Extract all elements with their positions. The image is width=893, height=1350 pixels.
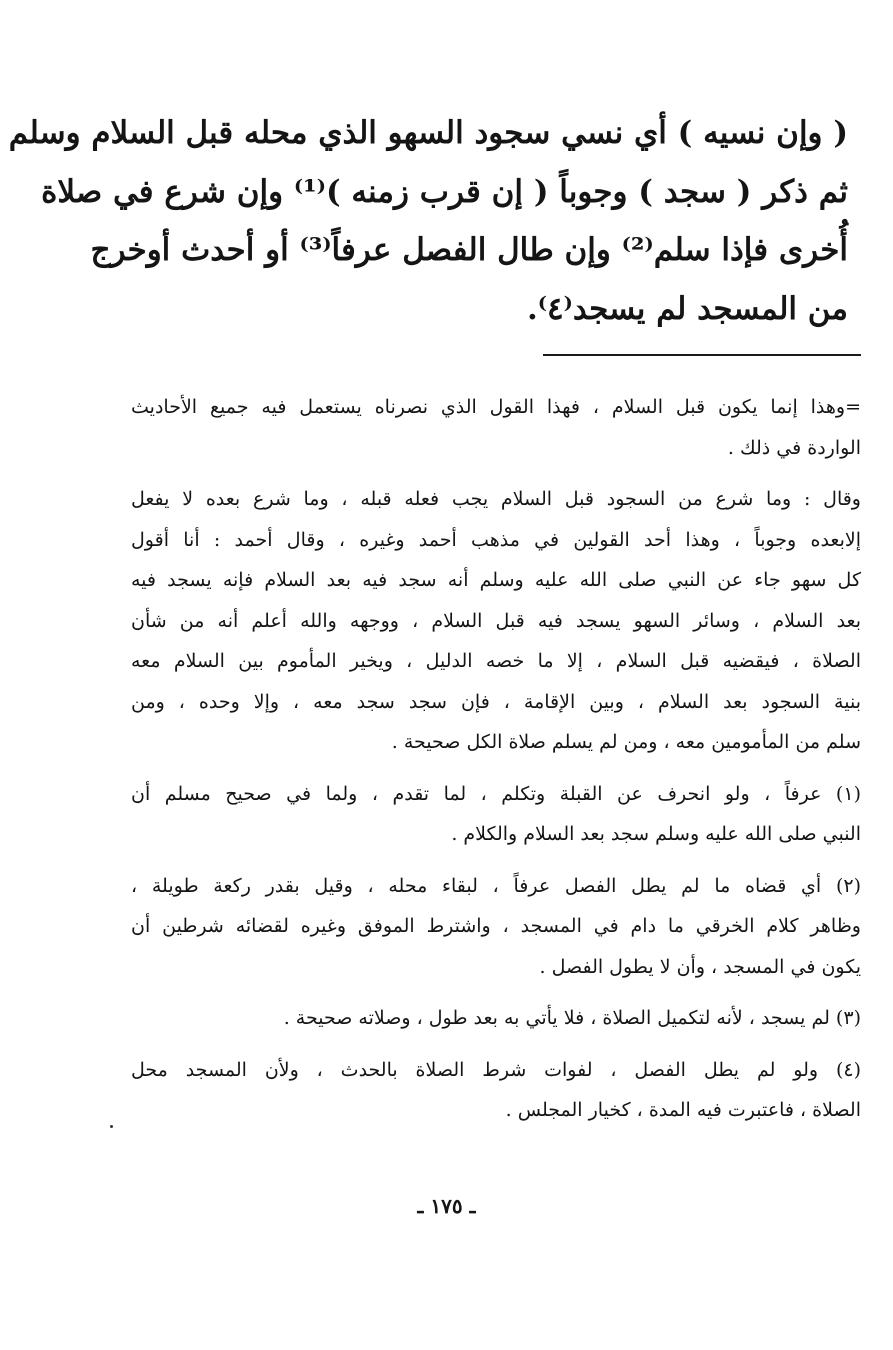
footnote-line: (٣) لم يسجد ، لأنه لتكميل الصلاة ، فلا يأتي به بعد طول ، وصلاته صحيحة .	[283, 1007, 861, 1029]
main-text-line: ( وإن نسيه ) أي نسي سجود السهو الذي محله قبل السلام وسلم	[8, 115, 848, 151]
footnote-line: =وهذا إنما يكون قبل السلام ، فهذا القول الذي نصرناه يستعمل فيه جميع الأحاديث	[131, 396, 861, 418]
footnote-line: (١) عرفاً ، ولو انحرف عن القبلة وتكلم ، لما تقدم ، ولما في صحيح مسلم أن	[131, 782, 861, 805]
footnote-4	[131, 1050, 861, 1131]
footnote-1	[131, 774, 861, 855]
footnote-line: سلم من المأمومين معه ، ومن لم يسلم صلاة الكل صحيحة .	[391, 731, 861, 753]
footnote-continuation-quote	[131, 479, 861, 763]
main-text-line: أُخرى فإذا سلم⁽²⁾ وإن طال الفصل عرفاً⁽³⁾ أو أحدث أوخرج	[90, 232, 848, 268]
footnote-line: إلابعده وجوباً ، وهذا أحد القولين في مذهب أحمد وغيره ، وقال أحمد : أنا أقول	[131, 528, 861, 551]
footnote-line: وظاهر كلام الخرقي ما دام في المسجد ، واشترط الموفق وغيره لقضائه شرطين أن	[131, 915, 861, 937]
main-text-line: من المسجد لم يسجد⁽٤⁾.	[526, 290, 848, 327]
main-text-line: ثم ذكر ( سجد ) وجوباً ( إن قرب زمنه )⁽¹⁾ وإن شرع في صلاة	[41, 173, 848, 210]
footnote-line: (٢) أي قضاه ما لم يطل الفصل عرفاً ، لبقاء محله ، وقيل بقدر ركعة طويلة ،	[131, 874, 861, 897]
footnote-line: يكون في المسجد ، وأن لا يطول الفصل .	[539, 955, 861, 978]
footnote-line: بنية السجود بعد السلام ، وبين الإقامة ، فإن سجد سجد معه ، وإلا وحده ، ومن	[131, 690, 861, 713]
footnote-line: كل سهو جاء عن النبي صلى الله عليه وسلم أنه سجد فيه بعد السلام فإنه يسجد فيه	[131, 569, 861, 591]
footnote-3	[131, 998, 861, 1039]
footnote-line: (٤) ولو لم يطل الفصل ، لفوات شرط الصلاة بالحدث ، ولأن المسجد محل	[131, 1058, 861, 1081]
footnote-line: بعد السلام ، وسائر السهو يسجد فيه قبل السلام ، ووجهه والله أعلم أنه من شأن	[131, 609, 861, 632]
page-number: ـ ١٧٥ ـ	[417, 1194, 476, 1218]
main-text-block	[8, 104, 848, 338]
footnote-line: الصلاة ، فيقضيه قبل السلام ، إلا ما خصه الدليل ، ويخير المأموم بين السلام معه	[131, 650, 861, 672]
footnote-line: النبي صلى الله عليه وسلم سجد بعد السلام والكلام .	[451, 823, 861, 845]
footnote-line: الصلاة ، فاعتبرت فيه المدة ، كخيار المجلس .	[505, 1099, 861, 1121]
footnote-continuation	[131, 387, 861, 468]
scan-speck	[110, 1125, 113, 1128]
footnote-divider	[543, 354, 861, 356]
footnotes-block	[131, 387, 861, 1142]
footnote-line: الواردة في ذلك .	[727, 436, 861, 459]
footnote-line: وقال : وما شرع من السجود قبل السلام يجب فعله قبله ، وما شرع بعده لا يفعل	[131, 488, 861, 510]
footnote-2	[131, 866, 861, 988]
